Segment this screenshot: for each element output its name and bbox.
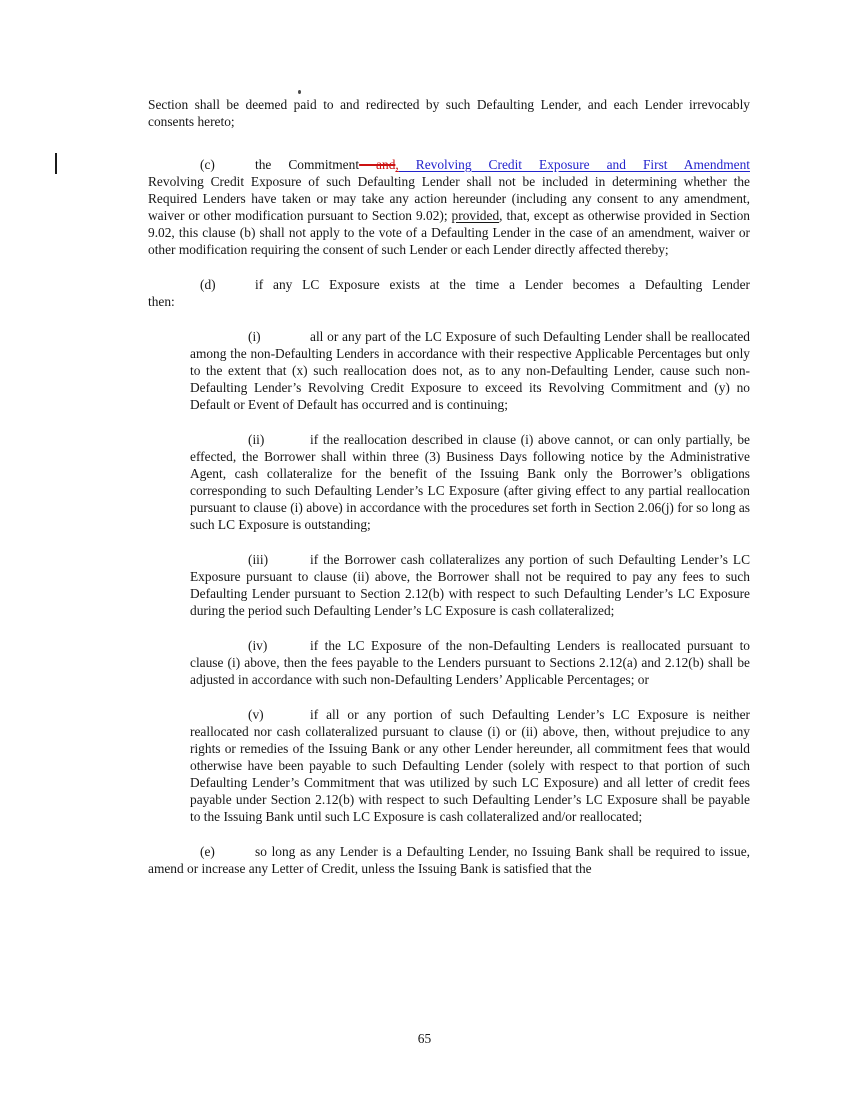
clause-c-body-text: Revolving Credit Exposure of such Defaulting Lender shall not be included in determining whether the Required Lenders have taken or may take any action hereunder (including any consent to any amendment, waiver or other modification pursuant to Section 9.02); xyxy=(148,174,750,223)
clause-d-label: (d) xyxy=(200,277,216,292)
clause-iv-label: (iv) xyxy=(248,638,268,653)
paragraph-c-body xyxy=(148,173,750,258)
paragraph-d-then: then: xyxy=(148,294,175,309)
clause-ii-text: if the reallocation described in clause (i) above cannot, or can only partially, be effected, the Borrower shall within three (3) Business Days following notice by the Administrative Agent, cash collateralize for the benefit of the Issuing Bank only the Borrower’s obligations corresponding to such Defaulting Lender’s LC Exposure (after giving effect to any partial reallocation pursuant to clause (i) above) in accordance with the procedures set forth in Section 2.06(j) for so long as such LC Exposure is outstanding; xyxy=(190,432,750,532)
clause-c-label: (c) xyxy=(200,157,215,172)
document-page xyxy=(148,96,750,895)
paragraph-e xyxy=(148,843,750,877)
paragraph-intro: Section shall be deemed paid to and redirected by such Defaulting Lender, and each Lender irrevocably consents hereto; xyxy=(148,97,750,129)
provided-term: provided xyxy=(451,208,500,223)
redline-deleted-text: and xyxy=(359,157,396,172)
scan-artifact-speck xyxy=(298,90,301,94)
paragraph-d-line1 xyxy=(148,276,750,293)
clause-v xyxy=(190,706,750,825)
clause-v-label: (v) xyxy=(248,707,264,722)
clause-v-text: if all or any portion of such Defaulting Lender’s LC Exposure is neither reallocated nor cash collateralized pursuant to clause (i) or (ii) above, then, without prejudice to any rights or remedies of the Issuing Bank or any other Lender hereunder, all commitment fees that would otherwise have been payable to such Defaulting Lender (solely with respect to that portion of such Defaulting Lender’s Commitment that was utilized by such LC Exposure) and all letter of credit fees payable under Section 2.12(b) with respect to such Defaulting Lender’s LC Exposure shall be payable to the Issuing Bank until such LC Exposure is cash collateralized and/or reallocated; xyxy=(190,707,750,824)
clause-i-text: all or any part of the LC Exposure of such Defaulting Lender shall be reallocated among the non-Defaulting Lenders in accordance with their respective Applicable Percentages but only to the extent that (x) such reallocation does not, as to any non-Defaulting Lender, cause such non-Defaulting Lender’s Revolving Credit Exposure to exceed its Revolving Commitment and (y) no Default or Event of Default has occurred and is continuing; xyxy=(190,329,750,412)
clause-c-body-text-after: , that, except as otherwise provided in Section 9.02, this clause (b) shall not apply to the vote of a Defaulting Lender in the case of an amendment, waiver or other modification requiring the consent of such Lender or each Lender directly affected thereby; xyxy=(148,208,751,257)
clause-i xyxy=(190,328,750,413)
redline-inserted-comma: , xyxy=(395,157,399,172)
page-number: 65 xyxy=(417,1031,432,1046)
margin-change-bar xyxy=(55,153,57,174)
clause-iii-text: if the Borrower cash collateralizes any portion of such Defaulting Lender’s LC Exposure pursuant to clause (ii) above, the Borrower shall not be required to pay any fees to such Defaulting Lender pursuant to Section 2.12(b) with respect to such Defaulting Lender’s LC Exposure during the period such Defaulting Lender’s LC Exposure is cash collateralized; xyxy=(190,552,750,618)
clause-iii-label: (iii) xyxy=(248,552,269,567)
clause-d-text: if any LC Exposure exists at the time a Lender becomes a Defaulting Lender xyxy=(255,277,750,292)
clause-c-lead-text: the Commitment xyxy=(255,157,360,172)
paragraph-c-line1 xyxy=(148,156,750,173)
clause-iii xyxy=(190,551,750,619)
clause-i-label: (i) xyxy=(248,329,261,344)
clause-ii-label: (ii) xyxy=(248,432,265,447)
clause-e-label: (e) xyxy=(200,844,215,859)
redline-inserted-text: Revolving Credit Exposure and First Amendment xyxy=(398,157,750,172)
clause-ii xyxy=(190,431,750,533)
clause-iv-text: if the LC Exposure of the non-Defaulting Lenders is reallocated pursuant to clause (i) above, then the fees payable to the Lenders pursuant to Sections 2.12(a) and 2.12(b) shall be adjusted in accordance with such non-Defaulting Lenders’ Applicable Percentages; or xyxy=(190,638,750,687)
clause-iv xyxy=(190,637,750,688)
clause-e-text: so long as any Lender is a Defaulting Lender, no Issuing Bank shall be required to issue, amend or increase any Letter of Credit, unless the Issuing Bank is satisfied that the xyxy=(148,844,750,876)
